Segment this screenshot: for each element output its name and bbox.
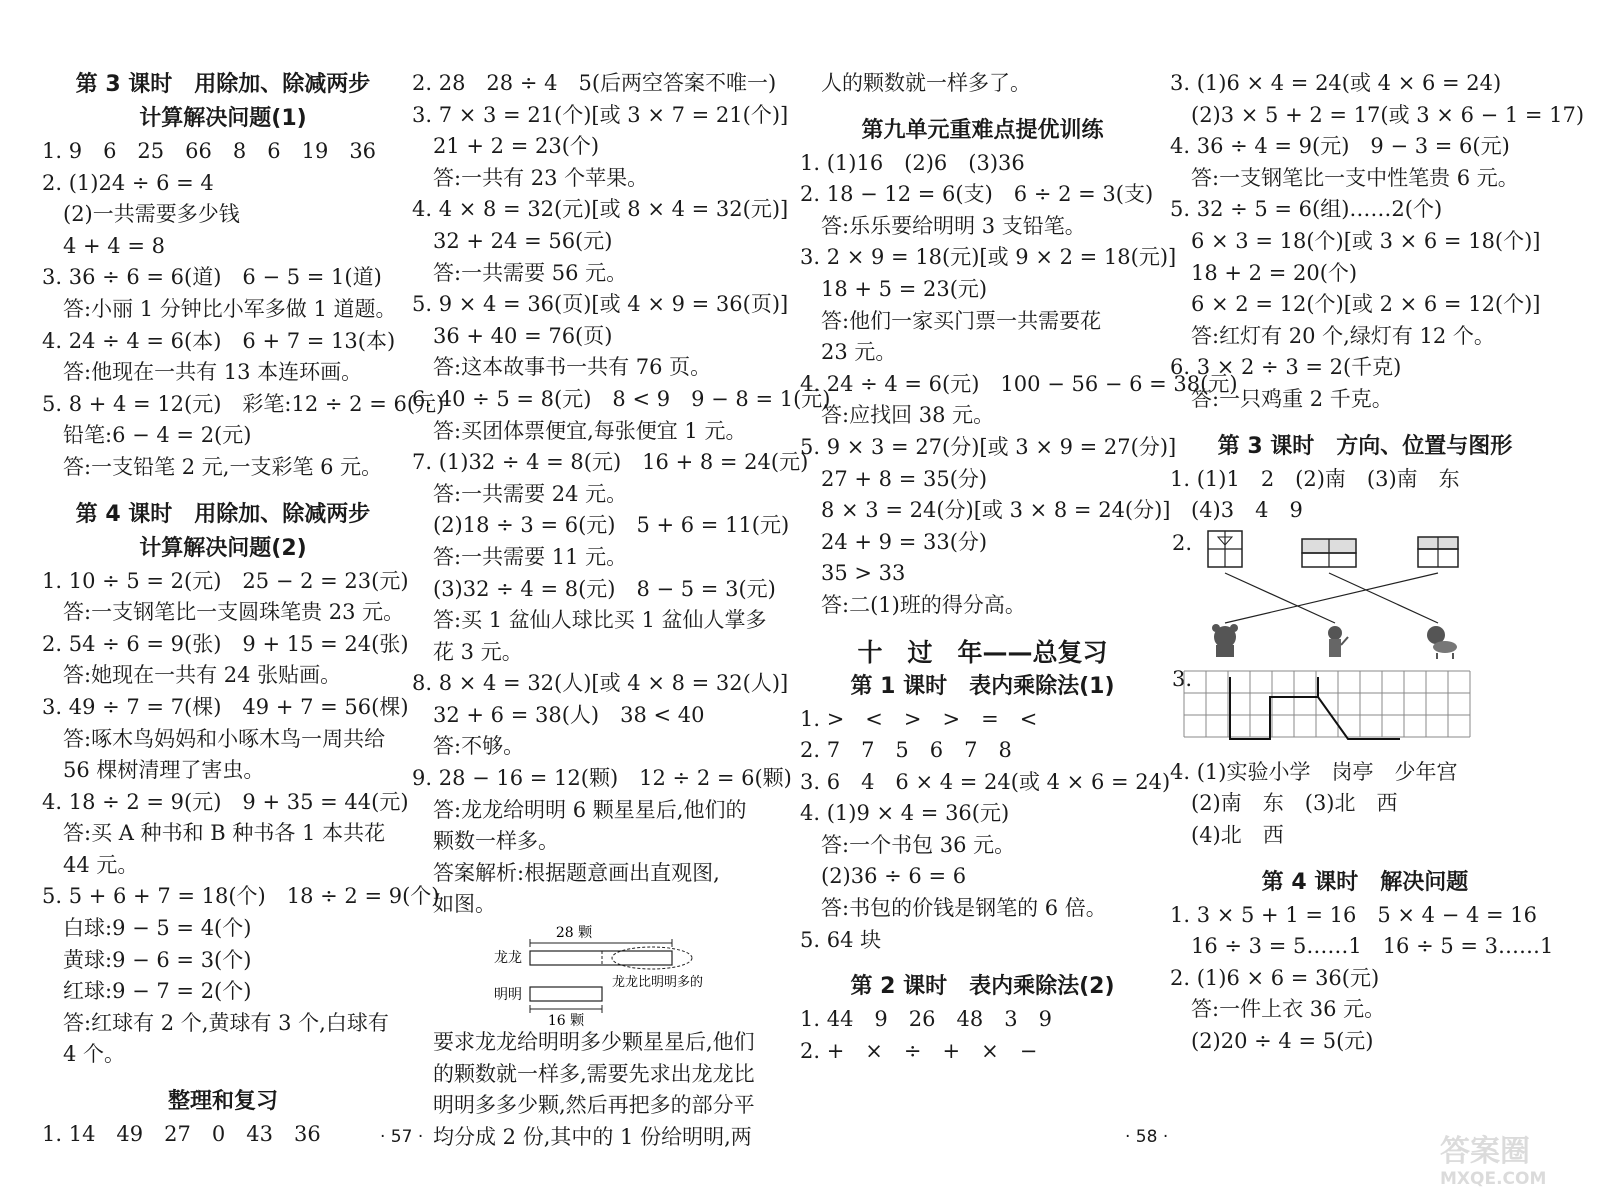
grid-svg (1170, 667, 1560, 757)
answer-line: 4. (1)实验小学 岗亭 少年宫 (1170, 759, 1458, 784)
drawn-shape (1230, 677, 1318, 739)
answer-line: 答:龙龙给明明 6 颗星星后,他们的 (412, 797, 747, 822)
answer-line: 4. 24 ÷ 4 = 6(本) 6 + 7 = 13(本) (42, 328, 396, 353)
lesson3-answers (42, 136, 445, 484)
lesson4-title-line2: 计算解决问题(2) (139, 535, 307, 561)
lesson3-direction-answers (1170, 464, 1560, 527)
answer-line: 答:一支钢笔比一支圆珠笔贵 23 元。 (42, 600, 405, 625)
diagram-row2-label: 明明 (494, 987, 522, 1004)
answer-line: 答:这本故事书一共有 76 页。 (412, 355, 712, 380)
answer-line: 32 + 24 = 56(元) (412, 228, 613, 253)
unit9-title: 第九单元重难点提优训练 (861, 117, 1104, 143)
answer-line: 35 > 33 (800, 561, 906, 586)
answer-line: 5. 9 × 4 = 36(页)[或 4 × 9 = 36(页)] (412, 292, 789, 317)
review-answers (42, 1119, 404, 1151)
answer-line: 答:买 1 盆仙人球比买 1 盆仙人掌多 (412, 608, 767, 633)
page-number-left: · 57 · (380, 1127, 424, 1147)
answer-line: 24 + 9 = 33(分) (800, 529, 988, 554)
review-title: 整理和复习 (167, 1089, 278, 1115)
q2-label: 2. (1172, 530, 1193, 555)
answer-line: 1. (1)1 2 (2)南 (3)南 东 (1170, 466, 1460, 491)
answer-line: 32 + 6 = 38(人) 38 < 40 (412, 702, 705, 727)
comparison-diagram (412, 921, 772, 1027)
answer-line: 8 × 3 = 24(分)[或 3 × 8 = 24(分)] (800, 498, 1171, 523)
answer-line: 3. (1)6 × 4 = 24(或 4 × 6 = 24) (1170, 71, 1502, 95)
answer-line: 花 3 元。 (412, 639, 523, 664)
answer-line: 44 元。 (42, 852, 139, 877)
answer-line: 答:小丽 1 分钟比小军多做 1 道题。 (42, 296, 397, 321)
column-1 (42, 68, 445, 1151)
answer-line: 均分成 2 份,其中的 1 份给明明,两 (412, 1124, 752, 1149)
answer-line: 2. + × ÷ + × − (800, 1038, 1038, 1063)
gift-box-front-icon (1208, 531, 1242, 567)
answer-line: 16 ÷ 3 = 5……1 16 ÷ 5 = 3……1 (1170, 934, 1554, 959)
answer-line: 答:一件上衣 36 元。 (1170, 997, 1386, 1022)
diagram-top-label: 28 颗 (555, 925, 593, 942)
answer-line: 如图。 (412, 892, 496, 917)
answer-line: (2)南 东 (3)北 西 (1170, 791, 1398, 816)
answer-line: 56 棵树清理了害虫。 (42, 758, 265, 783)
answer-line: 答:一共需要 24 元。 (412, 481, 628, 506)
answer-line: 5. 9 × 3 = 27(分)[或 3 × 9 = 27(分)] (800, 434, 1177, 459)
unit10-title: 十 过 年——总复习 (857, 637, 1108, 667)
answer-line: 2. 18 − 12 = 6(支) 6 ÷ 2 = 3(支) (800, 182, 1154, 207)
watermark-text: 答案圈 (1440, 1134, 1530, 1169)
answer-line: 红球:9 − 7 = 2(个) (42, 979, 252, 1004)
answer-line: (2)18 ÷ 3 = 6(元) 5 + 6 = 11(元) (412, 513, 790, 538)
answer-line: 答:他现在一共有 13 本连环画。 (42, 360, 363, 385)
watermark-url: MXQE.COM (1440, 1169, 1547, 1189)
answer-line: 9. 28 − 16 = 12(颗) 12 ÷ 2 = 6(颗) (412, 766, 792, 791)
answer-line: 1. 44 9 26 48 3 9 (800, 1007, 1052, 1032)
answer-line: 4. 36 ÷ 4 = 9(元) 9 − 3 = 6(元) (1170, 134, 1510, 159)
answer-line: 要求龙龙给明明多少颗星星后,他们 (412, 1030, 755, 1055)
diagram-row1-label: 龙龙 (494, 950, 522, 967)
lesson2-answers (800, 1004, 1165, 1067)
answer-line: 3. 2 × 9 = 18(元)[或 9 × 2 = 18(元)] (800, 245, 1177, 270)
answer-line: 2. (1)6 × 6 = 36(元) (1170, 965, 1380, 990)
answer-line: 答:一个书包 36 元。 (800, 832, 1016, 857)
answer-line: 3. 49 ÷ 7 = 7(棵) 49 + 7 = 56(棵) (42, 694, 409, 719)
longlong-bar (530, 951, 672, 965)
answer-line: 3. 36 ÷ 6 = 6(道) 6 − 5 = 1(道) (42, 265, 382, 290)
answer-line: 5. 32 ÷ 5 = 6(组)……2(个) (1170, 197, 1443, 222)
lesson3-title-line2: 计算解决问题(1) (139, 106, 307, 131)
answer-line: 答:买团体票便宜,每张便宜 1 元。 (412, 418, 747, 443)
answer-line: 1. (1)16 (2)6 (3)36 (800, 150, 1025, 175)
exercise-answers (412, 68, 831, 921)
column-2 (412, 68, 831, 1153)
answer-line: 4 + 4 = 8 (42, 233, 165, 258)
diagram-bottom-label: 16 颗 (547, 1013, 585, 1028)
answer-line: (4)3 4 9 (1170, 498, 1303, 523)
lesson4-title-line1: 第 4 课时 用除加、除减两步 (75, 501, 371, 527)
answer-line: 颗数一样多。 (412, 829, 559, 854)
answer-line: 36 + 40 = 76(页) (412, 323, 613, 348)
answer-line: 答案解析:根据题意画出直观图, (412, 860, 720, 885)
monkey-icon (1328, 626, 1348, 657)
answer-line: 2. 54 ÷ 6 = 9(张) 9 + 15 = 24(张) (42, 631, 409, 656)
answer-line: 3. 7 × 3 = 21(个)[或 3 × 7 = 21(个)] (412, 102, 789, 127)
answer-line: (4)北 西 (1170, 822, 1284, 847)
dog-icon (1427, 626, 1457, 659)
lesson3-title-line1: 第 3 课时 用除加、除减两步 (75, 72, 371, 97)
drawn-slope (1318, 697, 1400, 739)
answer-line: 1. 14 49 27 0 43 36 (42, 1122, 321, 1147)
diagram-bubble-label: 龙龙比明明多的 (612, 975, 704, 991)
answer-line: 答:她现在一共有 24 张贴画。 (42, 663, 342, 688)
answer-line: 5. 8 + 4 = 12(元) 彩笔:12 ÷ 2 = 6(元) (42, 391, 445, 416)
answer-line: 答:乐乐要给明明 3 支铅笔。 (800, 213, 1086, 238)
answer-line: 6. 40 ÷ 5 = 8(元) 8 < 9 9 − 8 = 1(元) (412, 386, 831, 411)
answer-line: 答:买 A 种书和 B 种书各 1 本共花 (42, 821, 386, 846)
answer-line: 6 × 2 = 12(个)[或 2 × 6 = 12(个)] (1170, 292, 1541, 317)
answer-line: 7. (1)32 ÷ 4 = 8(元) 16 + 8 = 24(元) (412, 450, 809, 475)
answer-line: 27 + 8 = 35(分) (800, 466, 988, 491)
answer-line: 2. 7 7 5 6 7 8 (800, 738, 1012, 763)
gift-box-side-icon (1302, 539, 1356, 567)
answer-line: 8. 8 × 4 = 32(人)[或 4 × 8 = 32(人)] (412, 671, 789, 696)
answer-line: 6. 3 × 2 ÷ 3 = 2(千克) (1170, 355, 1402, 380)
column-4 (1170, 68, 1585, 1057)
answer-line: 答:应找回 38 元。 (800, 403, 995, 428)
continued-text (800, 68, 1165, 100)
answer-line: 答:他们一家买门票一共需要花 (800, 308, 1102, 333)
answer-line: 2. (1)24 ÷ 6 = 4 (42, 170, 214, 195)
answer-line: 3. 6 4 6 × 4 = 24(或 4 × 6 = 24) (800, 769, 1171, 794)
answer-line: 2. 28 28 ÷ 4 5(后两空答案不唯一) (412, 71, 777, 95)
answer-line: 答:啄木鸟妈妈和小啄木鸟一周共给 (42, 726, 386, 751)
difference-bubble-outline (612, 947, 692, 969)
matching-svg (1170, 527, 1560, 667)
answer-line: 答:一只鸡重 2 千克。 (1170, 386, 1393, 411)
answer-line: 黄球:9 − 6 = 3(个) (42, 947, 252, 972)
watermark-logo (1440, 1135, 1590, 1195)
lesson4-answers (42, 566, 440, 1072)
answer-line: 4. 4 × 8 = 32(元)[或 8 × 4 = 32(元)] (412, 197, 789, 222)
answer-line: 答:一共有 23 个苹果。 (412, 165, 649, 190)
answer-line: 4. 24 ÷ 4 = 6(元) 100 − 56 − 6 = 38(元) (800, 371, 1238, 396)
direction-answers (1170, 757, 1560, 852)
answer-line: 1. 9 6 25 66 8 6 19 36 (42, 139, 377, 163)
answer-line: 答:一共需要 56 元。 (412, 260, 628, 285)
bear-icon (1212, 624, 1238, 657)
answer-line: 1. 10 ÷ 5 = 2(元) 25 − 2 = 23(元) (42, 568, 409, 593)
answer-line: 铅笔:6 − 4 = 2(元) (42, 423, 252, 448)
answer-line: 6 × 3 = 18(个)[或 3 × 6 = 18(个)] (1170, 228, 1541, 253)
answer-line: 白球:9 − 5 = 4(个) (42, 916, 252, 941)
answer-line: 的颗数就一样多,需要先求出龙龙比 (412, 1061, 755, 1086)
lesson2-title: 第 2 课时 表内乘除法(2) (850, 974, 1115, 1000)
lesson4-problem-answers (1170, 900, 1560, 1058)
q3-label: 3. (1172, 666, 1193, 691)
answer-line: (2)36 ÷ 6 = 6 (800, 864, 967, 889)
answer-line: (3)32 ÷ 4 = 8(元) 8 − 5 = 3(元) (412, 576, 776, 601)
answer-line: 答:不够。 (412, 734, 525, 759)
answer-line: (2)20 ÷ 4 = 5(元) (1170, 1028, 1374, 1053)
answer-line: 答:一支钢笔比一支中性笔贵 6 元。 (1170, 165, 1519, 190)
answer-line: 4 个。 (42, 1042, 126, 1067)
answer-line: 人的颗数就一样多了。 (800, 71, 1031, 95)
answer-line: 18 + 2 = 20(个) (1170, 260, 1358, 285)
lesson4-problem-title: 第 4 课时 解决问题 (1261, 869, 1469, 895)
answer-line: 明明多多少颗,然后再把多的部分平 (412, 1093, 755, 1118)
continued-answers (1170, 68, 1585, 416)
answer-line: 1. > < > > = < (800, 706, 1038, 731)
answer-line: 4. 18 ÷ 2 = 9(元) 9 + 35 = 44(元) (42, 789, 409, 814)
answer-line: 答:一支铅笔 2 元,一支彩笔 6 元。 (42, 454, 383, 479)
lesson1-title: 第 1 课时 表内乘除法(1) (850, 673, 1115, 699)
answer-line: 4. (1)9 × 4 = 36(元) (800, 801, 1010, 826)
lesson3-direction-title: 第 3 课时 方向、位置与图形 (1217, 433, 1513, 459)
mingming-bar (530, 987, 602, 1001)
grid-figure (1170, 667, 1560, 757)
lesson1-answers (800, 704, 1171, 957)
answer-line: 18 + 5 = 23(元) (800, 276, 988, 301)
matching-figure (1170, 527, 1560, 667)
answer-line: (2)3 × 5 + 2 = 17(或 3 × 6 − 1 = 17) (1170, 102, 1585, 127)
answer-line: 21 + 2 = 23(个) (412, 134, 600, 159)
answer-line: 答:书包的价钱是钢笔的 6 倍。 (800, 896, 1107, 921)
answer-line: 答:二(1)班的得分高。 (800, 592, 1026, 617)
page-number-right: · 58 · (1125, 1127, 1169, 1147)
answer-line: 答:一共需要 11 元。 (412, 544, 628, 569)
answer-line: 5. 5 + 6 + 7 = 18(个) 18 ÷ 2 = 9(个) (42, 884, 440, 909)
explanation-text (412, 1027, 772, 1153)
answer-line: (2)一共需要多少钱 (42, 202, 240, 227)
answer-line: 答:红球有 2 个,黄球有 3 个,白球有 (42, 1010, 389, 1035)
gift-box-top-icon (1418, 537, 1458, 567)
answer-line: 答:红灯有 20 个,绿灯有 12 个。 (1170, 323, 1495, 348)
answer-line: 1. 3 × 5 + 1 = 16 5 × 4 − 4 = 16 (1170, 902, 1537, 927)
answer-line: 5. 64 块 (800, 927, 882, 952)
answer-line: 23 元。 (800, 340, 897, 365)
